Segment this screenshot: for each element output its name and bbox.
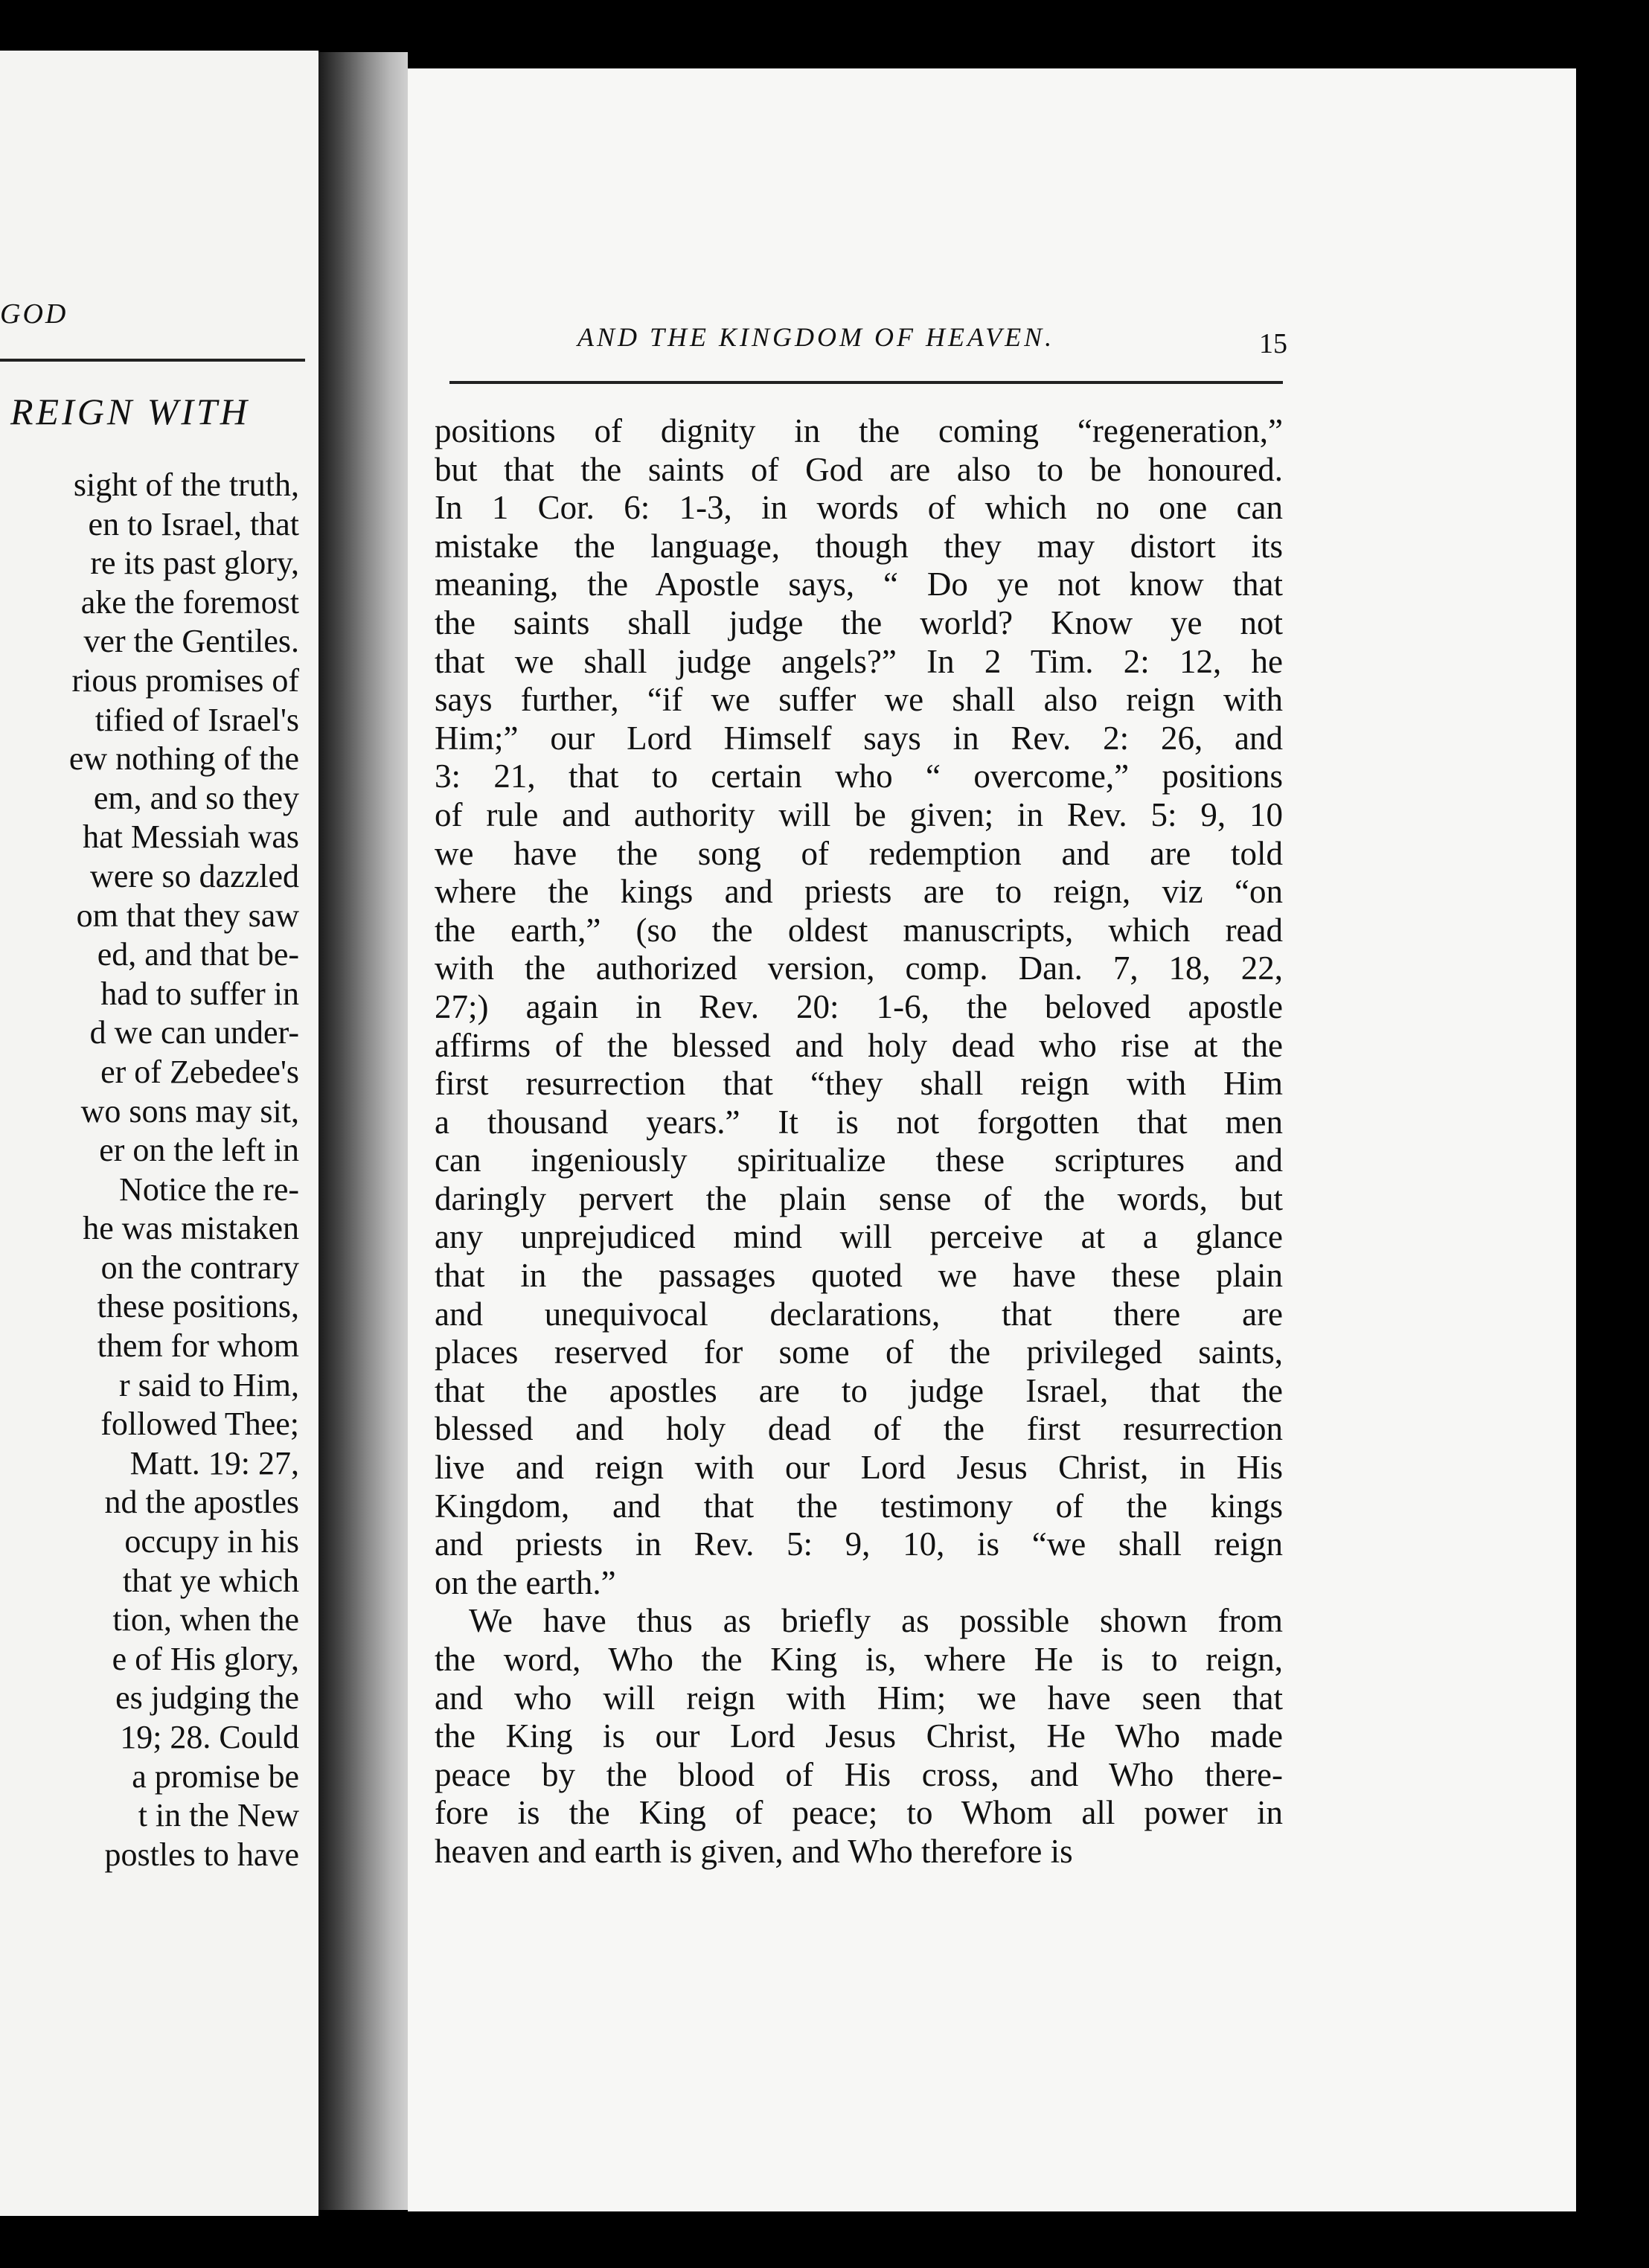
text-line: where the kings and priests are to reign, viz “on — [435, 873, 1283, 911]
body-text — [435, 412, 1283, 1871]
text-line: the saints shall judge the world? Know ye not — [435, 603, 1283, 641]
page-number: 15 — [1259, 328, 1287, 359]
text-line: that we shall judge angels?” In 2 Tim. 2: 12, he — [435, 642, 1283, 680]
left-text-line: e of His glory, — [112, 1640, 299, 1677]
left-body-text — [69, 466, 299, 1874]
left-text-line: Matt. 19: 27, — [129, 1444, 299, 1481]
text-line: 27;) again in Rev. 20: 1-6, the beloved apostle — [435, 987, 1283, 1025]
text-line: can ingeniously spiritualize these scriptures and — [435, 1141, 1283, 1179]
text-line: daringly pervert the plain sense of the words, but — [435, 1179, 1283, 1217]
left-text-line: occupy in his — [124, 1523, 299, 1560]
left-text-line: ed, and that be- — [97, 936, 299, 973]
left-text-line: rious promises of — [71, 662, 299, 699]
text-line: affirms of the blessed and holy dead who rise at the — [435, 1026, 1283, 1064]
right-page — [408, 68, 1576, 2211]
left-text-line: es judging the — [115, 1679, 299, 1717]
left-text-line: nd the apostles — [104, 1484, 299, 1521]
paragraph-1 — [435, 412, 1283, 1602]
left-text-line: these positions, — [97, 1288, 299, 1325]
text-line: Kingdom, and that the testimony of the kings — [435, 1487, 1283, 1525]
running-title: AND THE KINGDOM OF HEAVEN. — [577, 322, 1055, 352]
text-line: the word, Who the King is, where He is to reign, — [435, 1641, 1283, 1678]
left-text-line: 19; 28. Could — [120, 1719, 299, 1755]
text-line: the King is our Lord Jesus Christ, He Who made — [435, 1717, 1283, 1755]
text-line: and priests in Rev. 5: 9, 10, is “we shall reign — [435, 1525, 1283, 1563]
text-line: with the authorized version, comp. Dan. 7, 18, 22, — [435, 949, 1283, 987]
text-line: live and reign with our Lord Jesus Christ, in His — [435, 1449, 1283, 1487]
text-line: heaven and earth is given, and Who therefore is — [435, 1832, 1073, 1870]
text-line: 3: 21, that to certain who “ overcome,” positions — [435, 757, 1283, 795]
left-subheading: REIGN WITH — [10, 391, 250, 432]
text-line: first resurrection that “they shall reign with Him — [435, 1065, 1283, 1103]
left-text-line: were so dazzled — [90, 857, 299, 894]
left-text-line: hat Messiah was — [83, 819, 299, 856]
text-line: meaning, the Apostle says, “ Do ye not know that — [435, 566, 1283, 603]
left-text-line: a promise be — [132, 1758, 299, 1795]
text-line: places reserved for some of the privileged saints, — [435, 1333, 1283, 1371]
book-gutter — [318, 52, 408, 2210]
left-text-line: on the contrary — [100, 1249, 299, 1286]
text-line: a thousand years.” It is not forgotten that men — [435, 1103, 1283, 1141]
text-line: and who will reign with Him; we have seen that — [435, 1679, 1283, 1717]
text-line: We have thus as briefly as possible shown from — [469, 1602, 1283, 1640]
left-text-line: ake the foremost — [80, 583, 299, 621]
left-header-rule — [0, 359, 305, 362]
text-line: that the apostles are to judge Israel, that the — [435, 1371, 1283, 1409]
left-text-line: t in the New — [138, 1797, 299, 1834]
left-text-line: r said to Him, — [119, 1366, 299, 1403]
text-line: blessed and holy dead of the first resurrection — [435, 1410, 1283, 1448]
left-text-line: wo sons may sit, — [80, 1092, 299, 1130]
left-text-line: he was mistaken — [83, 1210, 299, 1247]
text-line: we have the song of redemption and are told — [435, 834, 1283, 872]
page-header — [408, 321, 1576, 366]
left-text-line: tion, when the — [112, 1601, 299, 1638]
left-text-line: ver the Gentiles. — [83, 623, 299, 660]
text-line: In 1 Cor. 6: 1-3, in words of which no one can — [435, 489, 1283, 527]
left-text-line: sight of the truth, — [73, 467, 299, 503]
text-line: Him;” our Lord Himself says in Rev. 2: 26, and — [435, 719, 1283, 757]
left-text-line: d we can under- — [89, 1014, 299, 1051]
text-line: of rule and authority will be given; in Rev. 5: 9, 10 — [435, 795, 1283, 833]
left-text-line: re its past glory, — [90, 545, 299, 582]
header-rule — [449, 381, 1283, 384]
text-line: positions of dignity in the coming “regeneration,” — [435, 412, 1283, 449]
text-line: any unprejudiced mind will perceive at a glance — [435, 1218, 1283, 1256]
left-text-line: postles to have — [104, 1836, 299, 1873]
text-line: says further, “if we suffer we shall also reign with — [435, 681, 1283, 719]
text-line: on the earth.” — [435, 1563, 616, 1601]
left-text-line: them for whom — [97, 1327, 299, 1365]
left-text-line: tified of Israel's — [95, 701, 299, 738]
left-text-line: om that they saw — [76, 897, 299, 934]
left-text-line: ew nothing of the — [68, 740, 299, 778]
left-page — [0, 51, 318, 2216]
left-text-line: that ye which — [122, 1562, 299, 1599]
text-line: and unequivocal declarations, that there are — [435, 1295, 1283, 1333]
text-line: peace by the blood of His cross, and Who there- — [435, 1755, 1283, 1793]
text-line: mistake the language, though they may distort its — [435, 527, 1283, 565]
text-line: fore is the King of peace; to Whom all power in — [435, 1794, 1283, 1832]
text-line: that in the passages quoted we have these plain — [435, 1257, 1283, 1295]
left-text-line: er of Zebedee's — [100, 1053, 299, 1090]
left-text-line: em, and so they — [93, 779, 299, 816]
left-text-line: Notice the re- — [119, 1170, 299, 1208]
left-running-head: GOD — [0, 298, 68, 330]
left-text-line: er on the left in — [99, 1132, 299, 1169]
text-line: but that the saints of God are also to be honoured. — [435, 450, 1283, 488]
left-text-line: en to Israel, that — [88, 505, 299, 542]
left-text-line: had to suffer in — [100, 975, 299, 1012]
paragraph-2 — [435, 1602, 1283, 1871]
text-line: the earth,” (so the oldest manuscripts, which read — [435, 911, 1283, 949]
left-text-line: followed Thee; — [100, 1406, 299, 1443]
